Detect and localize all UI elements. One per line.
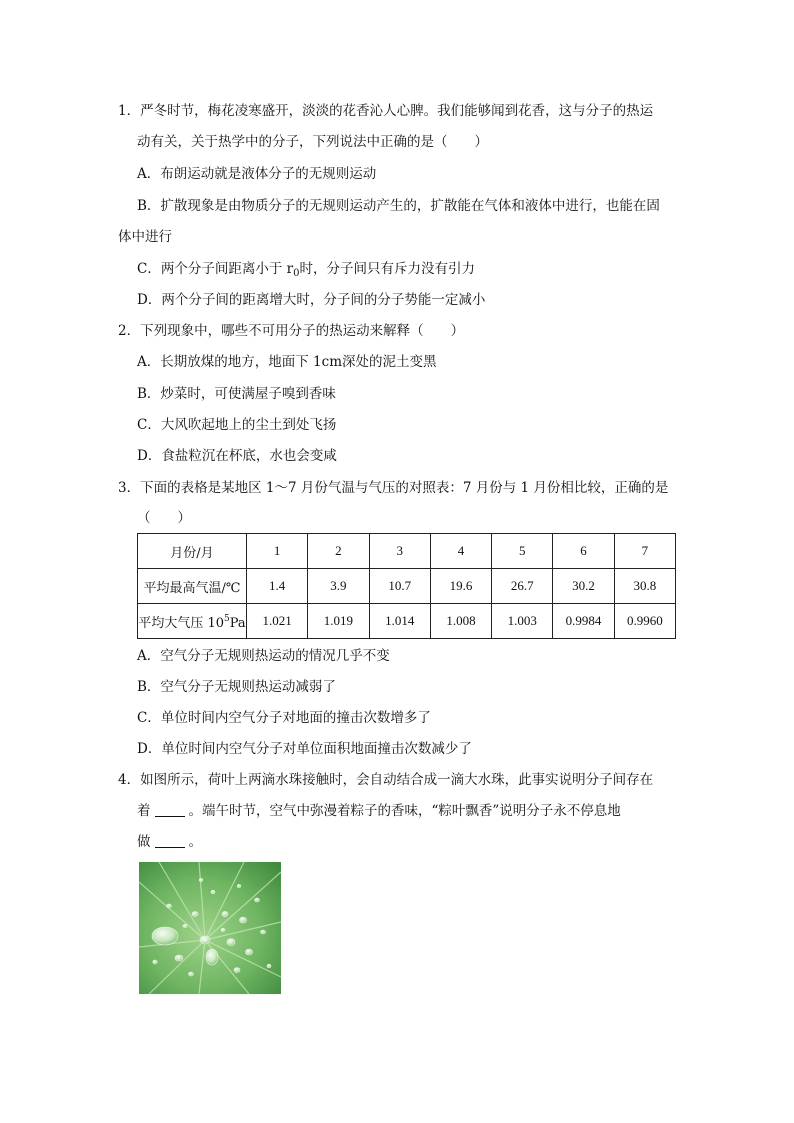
q1-option-c-pre: C．两个分子间距离小于 r (137, 261, 294, 277)
table-cell: 1.003 (492, 604, 553, 639)
table-cell: 4 (430, 534, 491, 569)
q4-stem-line1: 4．如图所示，荷叶上两滴水珠接触时，会自动结合成一滴大水珠，此事实说明分子间存在 (118, 772, 654, 788)
table-cell: 5 (492, 534, 553, 569)
table-cell: 19.6 (430, 569, 491, 604)
table-cell: 3 (369, 534, 430, 569)
q1-option-d: D．两个分子间的距离增大时，分子间的分子势能一定减小 (137, 292, 486, 308)
table-cell: 1 (247, 534, 308, 569)
q3-stem-line2: （ ） (137, 510, 191, 526)
table-cell: 0.9960 (614, 604, 675, 639)
lotus-leaf-illustration (139, 862, 281, 994)
table-cell: 10.7 (369, 569, 430, 604)
table-cell: 7 (614, 534, 675, 569)
q2-option-d: D．食盐粒沉在杯底，水也会变咸 (137, 448, 337, 464)
table-cell: 1.008 (430, 604, 491, 639)
table-cell: 0.9984 (553, 604, 614, 639)
q4-stem-line3 (137, 833, 202, 851)
pressure-head-pre: 平均大气压 10 (138, 615, 225, 631)
climate-table (137, 533, 676, 639)
q2-option-b: B．炒菜时，可使满屋子嗅到香味 (137, 386, 336, 402)
q1-option-b-line1: B．扩散现象是由物质分子的无规则运动产生的，扩散能在气体和液体中进行，也能在固 (137, 198, 660, 214)
q3-option-a: A．空气分子无规则热运动的情况几乎不变 (137, 648, 390, 664)
q1-option-b-line2: 体中进行 (118, 229, 172, 245)
q4-line2-pre: 着 (137, 803, 151, 819)
q1-option-c-subscript: 0 (293, 268, 300, 279)
table-cell: 1.019 (308, 604, 369, 639)
pressure-head-superscript: 5 (224, 613, 230, 624)
answer-blank-2[interactable] (155, 835, 185, 848)
q3-stem-line1: 3．下面的表格是某地区 1～7 月份气温与气压的对照表：7 月份与 1 月份相比较，正确的是 (118, 480, 669, 496)
q3-option-b: B．空气分子无规则热运动减弱了 (137, 679, 336, 695)
q2-option-c: C．大风吹起地上的尘土到处飞扬 (137, 417, 337, 433)
q4-stem-line2 (137, 802, 621, 820)
table-header-month: 月份/月 (138, 534, 247, 569)
table-cell: 30.2 (553, 569, 614, 604)
q1-stem-line1: 1．严冬时节，梅花凌寒盛开，淡淡的花香沁人心脾。我们能够闻到花香，这与分子的热运 (118, 103, 654, 119)
table-cell: 26.7 (492, 569, 553, 604)
q1-option-c (137, 260, 475, 283)
table-header-pressure (138, 604, 247, 639)
q1-stem-line2: 动有关，关于热学中的分子，下列说法中正确的是（ ） (137, 134, 488, 150)
table-cell: 1.4 (247, 569, 308, 604)
table-cell: 1.014 (369, 604, 430, 639)
q2-stem: 2．下列现象中，哪些不可用分子的热运动来解释（ ） (118, 323, 465, 339)
table-row-months (138, 534, 676, 569)
q2-option-a: A．长期放煤的地方，地面下 1cm深处的泥土变黑 (137, 354, 437, 370)
q1-option-c-post: 时，分子间只有斥力没有引力 (299, 261, 475, 277)
table-cell: 1.021 (247, 604, 308, 639)
table-cell: 6 (553, 534, 614, 569)
answer-blank-1[interactable] (155, 804, 185, 817)
lotus-leaf-photo (139, 862, 281, 994)
q4-line2-post: 。端午时节，空气中弥漫着粽子的香味，“粽叶飘香”说明分子永不停息地 (188, 803, 621, 819)
table-row-temperature (138, 569, 676, 604)
table-cell: 3.9 (308, 569, 369, 604)
table-header-temperature: 平均最高气温/℃ (138, 569, 247, 604)
q4-line3-post: 。 (188, 834, 202, 850)
q3-option-c: C．单位时间内空气分子对地面的撞击次数增多了 (137, 710, 431, 726)
table-cell: 2 (308, 534, 369, 569)
q4-line3-pre: 做 (137, 834, 151, 850)
q1-option-a: A．布朗运动就是液体分子的无规则运动 (137, 166, 377, 182)
q3-option-d: D．单位时间内空气分子对单位面积地面撞击次数减少了 (137, 741, 472, 757)
pressure-head-post: Pa (229, 615, 246, 631)
table-row-pressure (138, 604, 676, 639)
table-cell: 30.8 (614, 569, 675, 604)
